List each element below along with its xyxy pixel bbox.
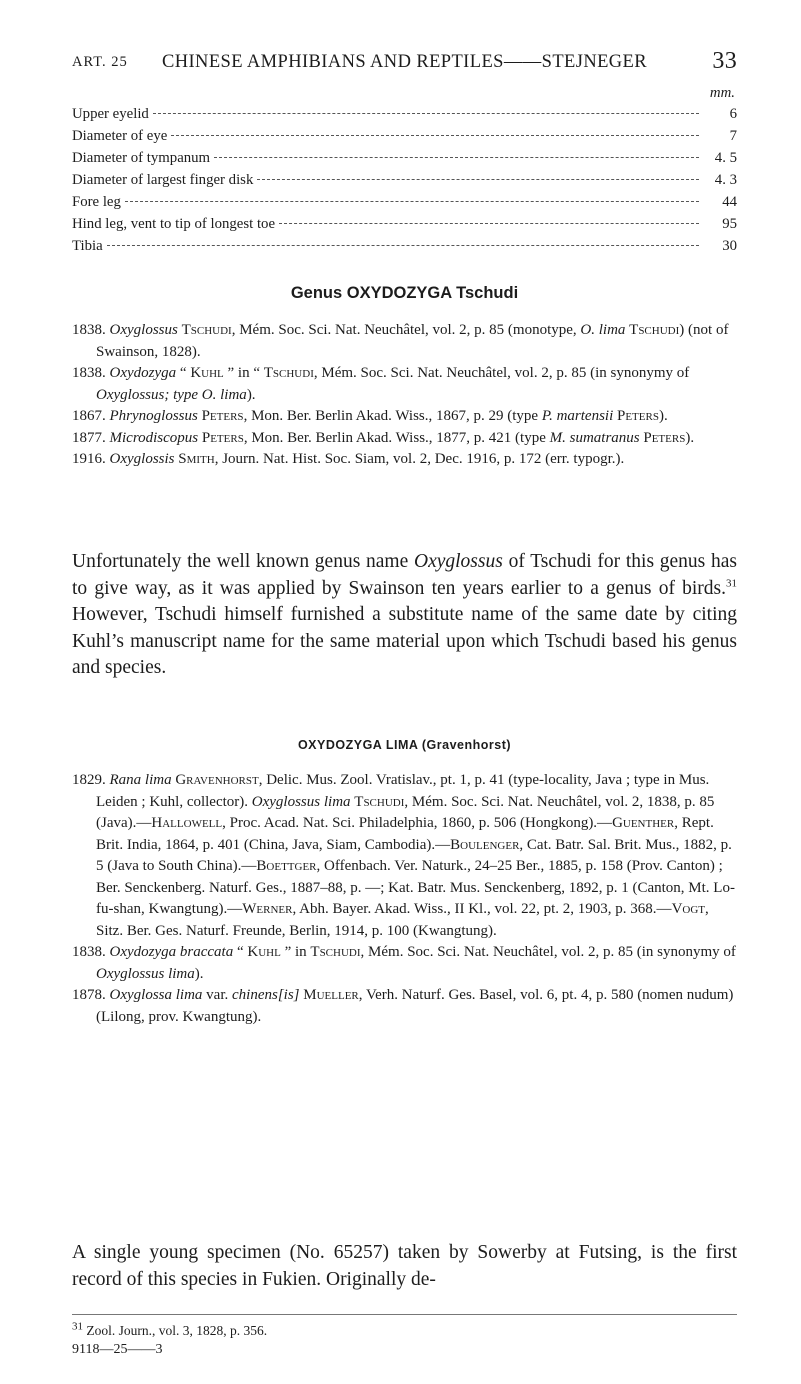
- species-heading: OXYDOZYGA LIMA (Gravenhorst): [297, 738, 512, 752]
- measurements-table: [72, 84, 737, 257]
- measurement-row: Diameter of tympanum 4. 5: [72, 150, 737, 166]
- synonymy-entry: 1877. Microdiscopus Peters, Mon. Ber. Berlin Akad. Wiss., 1877, p. 421 (type M. sumatranus Peters).: [72, 429, 695, 446]
- synonymy-entry: 1829. Rana lima Gravenhorst, Delic. Mus. Zool. Vratislav., pt. 1, p. 41 (type-locality, Java ; type in Mus. Leiden ; Kuhl, collector). Oxyglossus lima Tschudi, Mém. Soc. Sci. Nat. Neuchâtel, vol. 2, 1838, p. 85 (Java).—Hallowell, Proc. Acad. Nat. Sci. Philadelphia, 1860, p. 506 (Hongkong).—Guenther, Rept. Brit. India, 1864, p. 401 (China, Java, Siam, Cambodia).—Boulenger, Cat. Batr. Sal. Brit. Mus., 1882, p. 5 (Java to South China).—Boettger, Offenbach. Ver. Naturk., 24–25 Ber., 1885, p. 158 (Prov. Canton) ; Ber. Senckenberg. Naturf. Ges., 1887–88, p. —; Kat. Batr. Mus. Senckenberg, 1892, p. 1 (Canton, Mt. Lo-fu-shan, Kwangtung).—Werner, Abh. Bayer. Akad. Wiss., II Kl., vol. 22, pt. 2, 1903, p. 368.—Vogt, Sitz. Ber. Ges. Naturf. Freunde, Berlin, 1914, p. 100 (Kwangtung).: [72, 772, 735, 939]
- footnote-mark: 31: [72, 1320, 83, 1333]
- printer-signature: 9118—25——3: [72, 1342, 163, 1357]
- footnote-rule: [72, 1314, 737, 1315]
- measurement-unit: mm.: [709, 85, 735, 101]
- footnote: $^{31}$ Zool. Journ., vol. 3, 1828, p. 356. 9118—25——3: [72, 1321, 737, 1359]
- synonymy-entry: 1838. Oxydozyga braccata “ Kuhl ” in Tschudi, Mém. Soc. Sci. Nat. Neuchâtel, vol. 2, p. 85 (in synonymy of Oxyglossus lima).: [72, 944, 736, 982]
- species-synonymy: [72, 770, 737, 1028]
- genus-heading: Genus OXYDOZYGA Tschudi: [290, 284, 519, 302]
- synonymy-entry: 1838. Oxydozyga “ Kuhl ” in “ Tschudi, Mém. Soc. Sci. Nat. Neuchâtel, vol. 2, p. 85 (in synonymy of Oxyglossus; type O. lima).: [72, 365, 690, 403]
- synonymy-entry: 1878. Oxyglossa lima var. chinens[is] Mueller, Verh. Naturf. Ges. Basel, vol. 6, pt. 4, p. 580 (nomen nudum) (Lilong, prov. Kwangtung).: [72, 987, 734, 1025]
- measurement-row: Hind leg, vent to tip of longest toe 95: [72, 216, 737, 232]
- paragraph-genus-discussion: Unfortunately the well known genus name Oxyglossus of Tschudi for this genus has to give way, as it was applied by Swainson ten years earlier to a genus of birds.$^{31}$ However, Tschudi himself furnished a substitute name of the same date by citing Kuhl’s manuscript name for the same material upon which Tschudi based his genus and species.: [72, 551, 737, 679]
- measurement-row: Upper eyelid 6: [72, 106, 737, 122]
- measurement-row: Diameter of eye 7: [72, 128, 737, 144]
- article-number: ART. 25: [72, 54, 128, 70]
- running-title: CHINESE AMPHIBIANS AND REPTILES——STEJNEGER: [162, 52, 647, 72]
- synonymy-entry: 1838. Oxyglossus Tschudi, Mém. Soc. Sci. Nat. Neuchâtel, vol. 2, p. 85 (monotype, O. lima Tschudi) (not of Swainson, 1828).: [72, 322, 729, 360]
- synonymy-entry: 1867. Phrynoglossus Peters, Mon. Ber. Berlin Akad. Wiss., 1867, p. 29 (type P. martensii Peters).: [72, 408, 668, 424]
- footnote-reference: 31: [726, 577, 737, 590]
- genus-synonymy: [72, 320, 737, 471]
- measurement-row: Tibia 30: [72, 238, 737, 254]
- measurement-row: Diameter of largest finger disk 4. 3: [72, 172, 737, 188]
- measurement-row: Fore leg 44: [72, 194, 737, 210]
- running-header: [72, 50, 737, 80]
- page-number: 33: [712, 48, 737, 74]
- synonymy-entry: 1916. Oxyglossis Smith, Journ. Nat. Hist. Soc. Siam, vol. 2, Dec. 1916, p. 172 (err. typogr.).: [72, 451, 625, 467]
- paragraph-specimen-record: A single young specimen (No. 65257) taken by Sowerby at Futsing, is the first record of this species in Fukien. Originally de-: [72, 1242, 737, 1290]
